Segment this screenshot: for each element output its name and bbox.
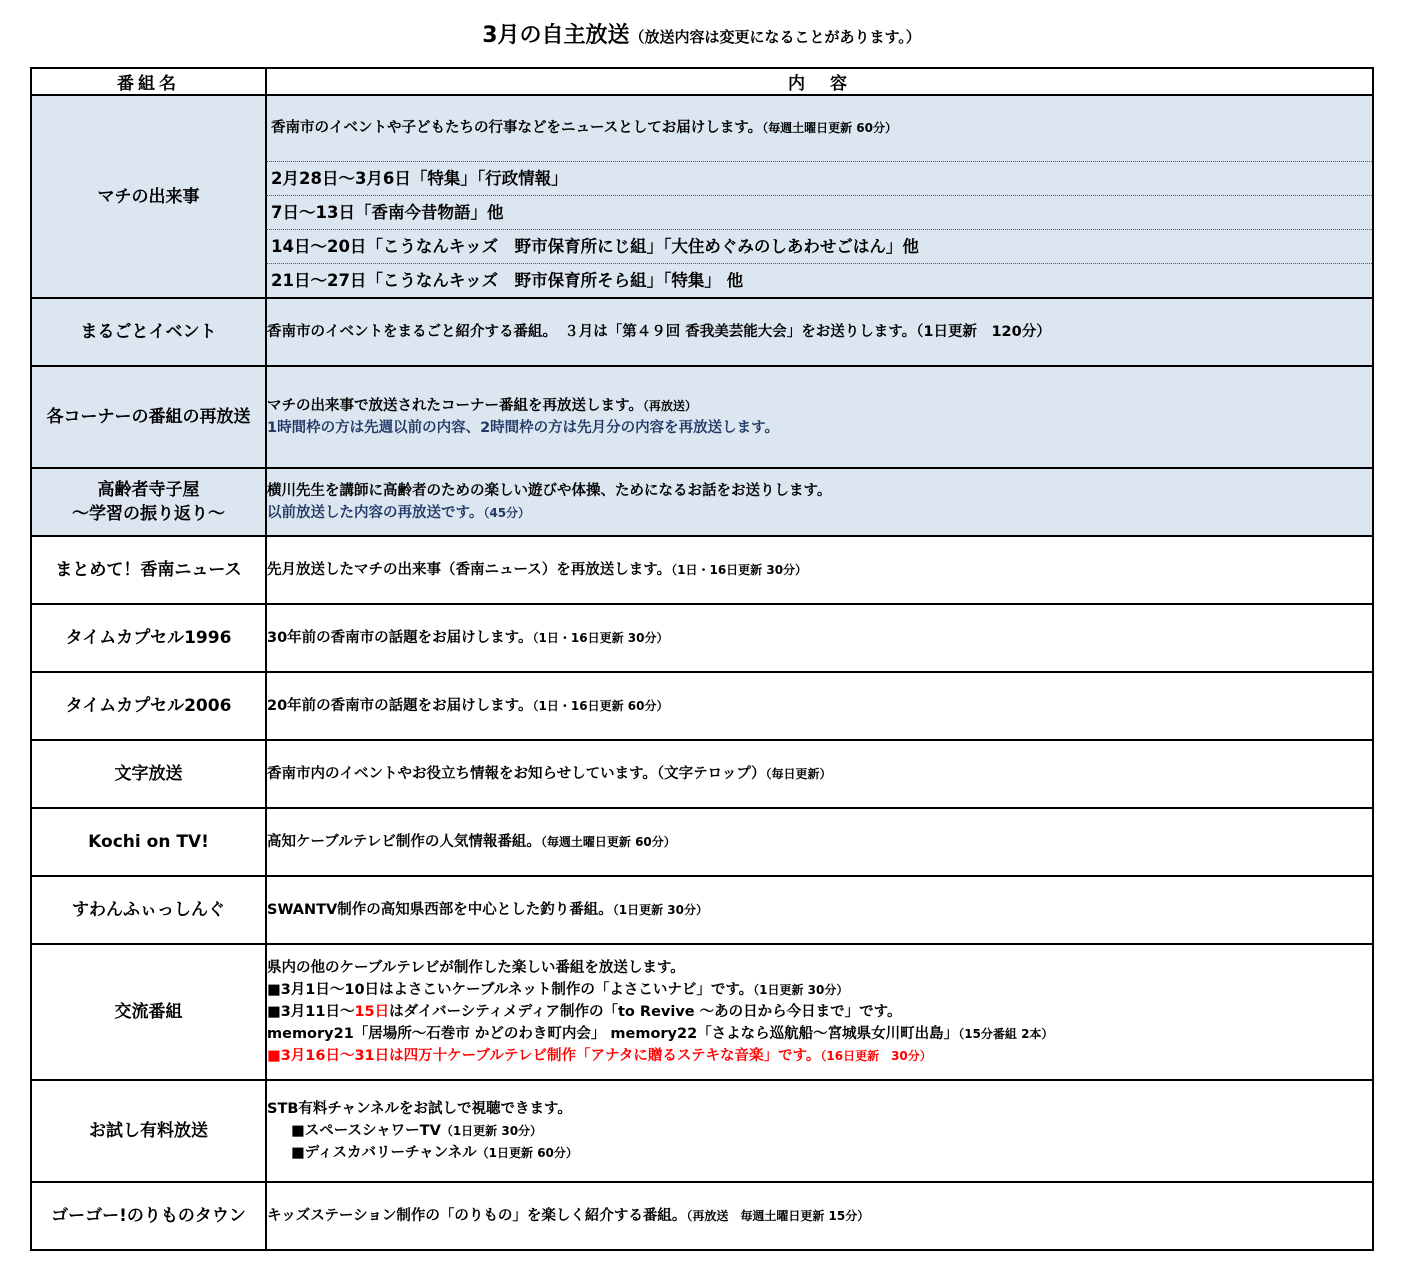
program-name: Kochi on TV! (31, 808, 266, 876)
program-name: すわんふぃっしんぐ (31, 876, 266, 944)
content-line: 香南市のイベントや子どもたちの行事などをニュースとしてお届けします。（毎週土曜日更新 60分） (267, 96, 1372, 162)
program-content (266, 1080, 1373, 1182)
program-content (266, 95, 1373, 298)
program-content (266, 1182, 1373, 1250)
content-line: 香南市のイベントをまるごと紹介する番組。 ３月は「第４９回 香我美芸能大会」をお送りします。（1日更新 120分） (267, 324, 1051, 340)
program-name: まとめて！香南ニュース (31, 536, 266, 604)
content-line: 高知ケーブルテレビ制作の人気情報番組。（毎週土曜日更新 60分） (267, 834, 676, 850)
table-row (31, 604, 1373, 672)
program-content (266, 468, 1373, 536)
table-row (31, 536, 1373, 604)
table-row (31, 876, 1373, 944)
content-line: SWANTV制作の高知県西部を中心とした釣り番組。（1日更新 30分） (267, 902, 708, 918)
schedule-table (30, 67, 1374, 1251)
content-line: 香南市内のイベントやお役立ち情報をお知らせしています。（文字テロップ）（毎日更新） (267, 766, 832, 782)
program-name: タイムカプセル2006 (31, 672, 266, 740)
program-name: まるごとイベント (31, 298, 266, 366)
header-content: 内 容 (266, 68, 1373, 95)
program-name: 文字放送 (31, 740, 266, 808)
content-line: 先月放送したマチの出来事（香南ニュース）を再放送します。（1日・16日更新 30分） (267, 562, 808, 578)
table-row (31, 740, 1373, 808)
program-content (266, 876, 1373, 944)
program-content (266, 944, 1373, 1080)
program-content (266, 298, 1373, 366)
program-name: ゴーゴー!のりものタウン (31, 1182, 266, 1250)
content-line: ■3月16日～31日は四万十ケーブルテレビ制作「アナタに贈るステキな音楽」です。（16日更新 30分） (267, 1048, 932, 1064)
content-line: memory21「居場所～石巻市 かどのわき町内会」 memory22「さよなら巡航船～宮城県女川町出島」（15分番組 2本） (267, 1026, 1054, 1042)
table-row (31, 944, 1373, 1080)
page-title (0, 18, 1403, 49)
program-name: タイムカプセル1996 (31, 604, 266, 672)
table-row (31, 298, 1373, 366)
program-name: お試し有料放送 (31, 1080, 266, 1182)
content-line: 横川先生を講師に高齢者のための楽しい遊びや体操、ためになるお話をお送りします。 (267, 483, 832, 499)
content-line: 21日～27日「こうなんキッズ 野市保育所そら組」「特集」 他 (271, 271, 744, 290)
program-name: 高齢者寺子屋 ～学習の振り返り～ (31, 468, 266, 536)
program-content (266, 536, 1373, 604)
content-line: ■3月1日～10日はよさこいケーブルネット制作の「よさこいナビ」です。（1日更新 30分） (267, 982, 849, 998)
header-row (31, 68, 1373, 95)
content-line: キッズステーション制作の「のりもの」を楽しく紹介する番組。（再放送 毎週土曜日更新 15分） (267, 1208, 870, 1224)
table-row (31, 366, 1373, 468)
content-line: マチの出来事で放送されたコーナー番組を再放送します。（再放送） (267, 398, 697, 414)
program-name: 各コーナーの番組の再放送 (31, 366, 266, 468)
content-line: 14日～20日「こうなんキッズ 野市保育所にじ組」「大住めぐみのしあわせごはん」他 (267, 230, 1372, 264)
table-row (31, 468, 1373, 536)
program-name: マチの出来事 (31, 95, 266, 298)
program-name: 交流番組 (31, 944, 266, 1080)
content-line: 30年前の香南市の話題をお届けします。（1日・16日更新 30分） (267, 630, 669, 646)
table-row (31, 1080, 1373, 1182)
table-row (31, 808, 1373, 876)
table-row (31, 95, 1373, 298)
content-line: 7日～13日「香南今昔物語」他 (267, 196, 1372, 230)
title-note: （放送内容は変更になることがあります。） (629, 28, 921, 46)
program-content (266, 808, 1373, 876)
content-line: 以前放送した内容の再放送です。（45分） (267, 505, 531, 521)
content-line: 20年前の香南市の話題をお届けします。（1日・16日更新 60分） (267, 698, 669, 714)
content-line: 1時間枠の方は先週以前の内容、2時間枠の方は先月分の内容を再放送します。 (267, 420, 780, 436)
title-main: 3月の自主放送 (482, 23, 630, 48)
content-line: ■3月11日～15日はダイバーシティメディア制作の「to Revive ～あの日から今日まで」です。 (267, 1004, 902, 1020)
content-line: STB有料チャンネルをお試しで視聴できます。 (267, 1101, 572, 1117)
header-program-name: 番組名 (31, 68, 266, 95)
program-content (266, 672, 1373, 740)
program-content (266, 604, 1373, 672)
content-line: 県内の他のケーブルテレビが制作した楽しい番組を放送します。 (267, 960, 685, 976)
program-content (266, 740, 1373, 808)
program-content (266, 366, 1373, 468)
content-line: ■スペースシャワーTV（1日更新 30分） (291, 1123, 543, 1139)
table-row (31, 672, 1373, 740)
table-row (31, 1182, 1373, 1250)
content-line: 2月28日～3月6日「特集」「行政情報」 (267, 162, 1372, 196)
content-line: ■ディスカバリーチャンネル（1日更新 60分） (291, 1145, 578, 1161)
